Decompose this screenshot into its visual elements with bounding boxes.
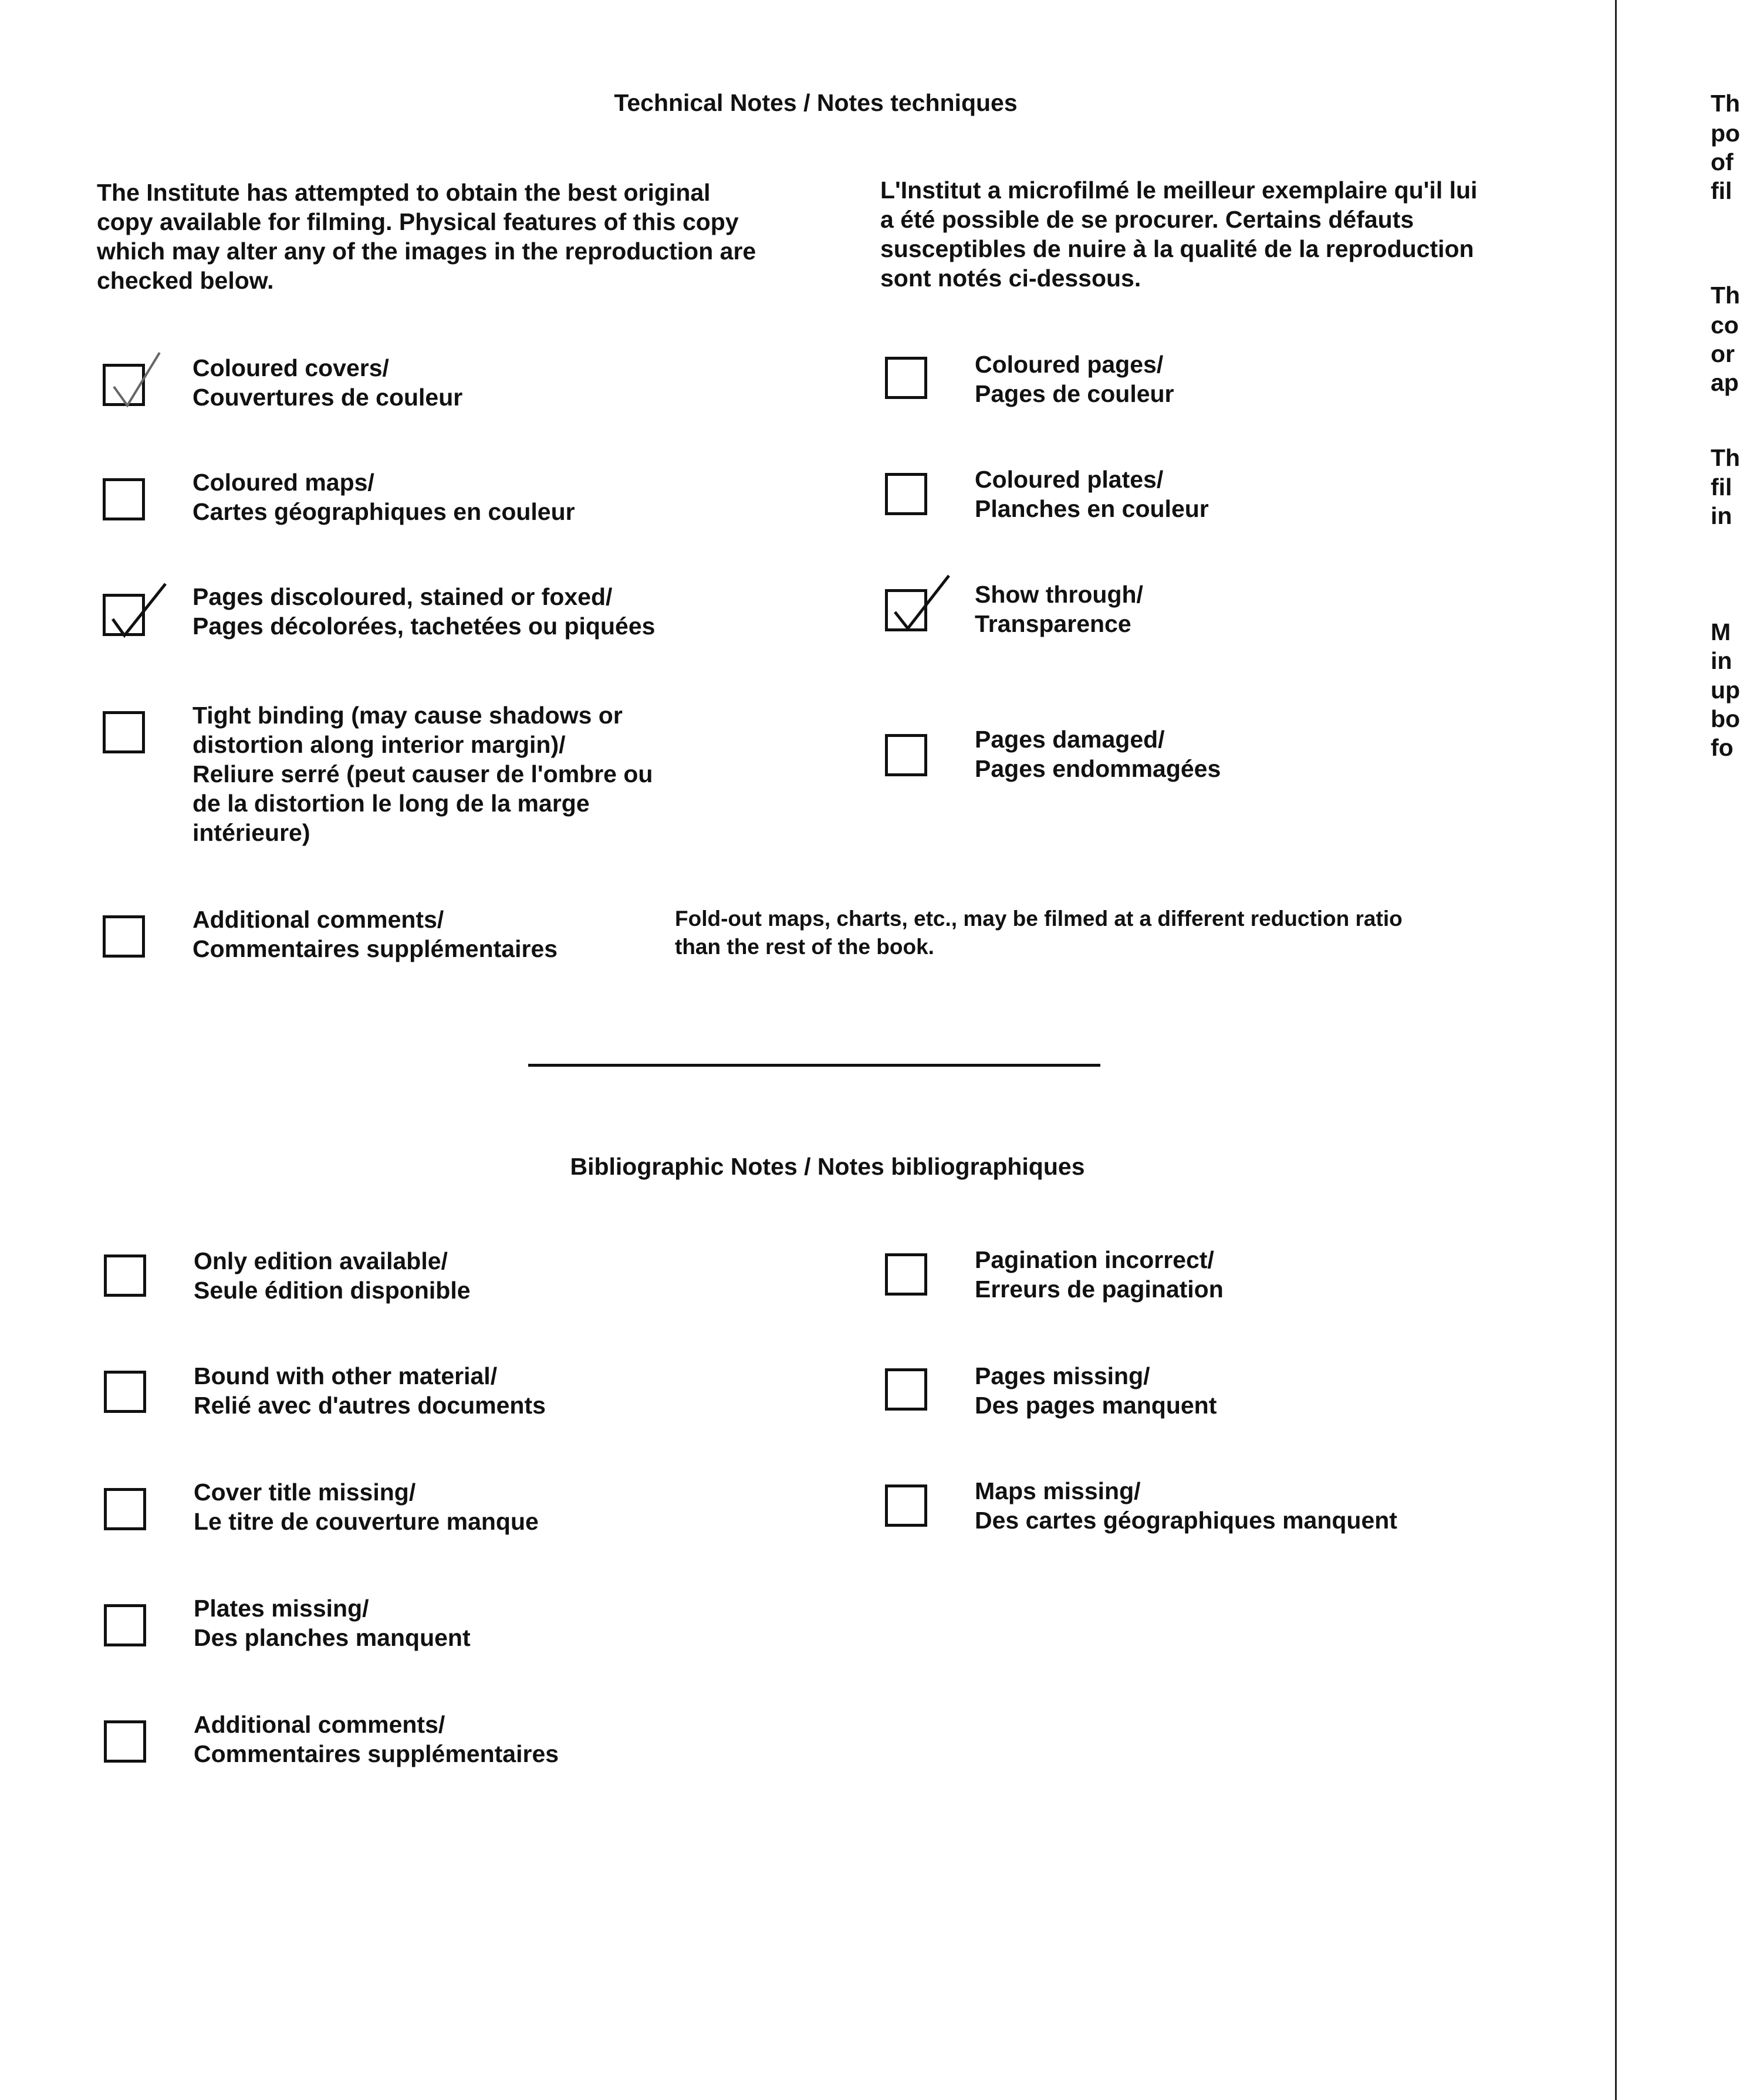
label-line: Bound with other material/ (194, 1362, 498, 1389)
label-line: Des planches manquent (194, 1624, 471, 1651)
edge-fragment: fil (1711, 474, 1732, 501)
checkbox-label (975, 350, 1174, 408)
checkbox[interactable] (885, 1253, 927, 1296)
checkbox[interactable] (103, 711, 145, 753)
label-line: Des pages manquent (975, 1392, 1217, 1419)
edge-fragment: fo (1711, 734, 1734, 761)
label-line: Coloured plates/ (975, 466, 1164, 493)
intro-french: L'Institut a microfilmé le meilleur exemplaire qu'il lui a été possible de se procurer. Certains défauts susceptibles de nuire à la qualité de la reproduction sont notés ci-dessous. (880, 177, 1478, 292)
label-line: Relié avec d'autres documents (194, 1392, 546, 1419)
label-line: Des cartes géographiques manquent (975, 1507, 1397, 1534)
edge-fragment: fil (1711, 177, 1732, 204)
label-line: Pages damaged/ (975, 726, 1165, 753)
edge-fragment: M (1711, 618, 1731, 645)
label-line: de la distortion le long de la marge (192, 790, 590, 817)
checkbox-label (192, 905, 558, 963)
checkbox-label (975, 725, 1221, 783)
checkbox-label (194, 1361, 546, 1420)
checkbox[interactable] (104, 1488, 146, 1530)
edge-fragment: in (1711, 502, 1732, 529)
checkbox-label (975, 1245, 1224, 1304)
label-line: Couvertures de couleur (192, 384, 463, 411)
checkmark-icon (101, 577, 171, 647)
label-line: Pagination incorrect/ (975, 1246, 1214, 1273)
checkbox[interactable] (104, 1254, 146, 1297)
label-line: Cover title missing/ (194, 1479, 416, 1506)
edge-fragment: Th (1711, 90, 1740, 117)
checkmark-icon (883, 572, 954, 642)
label-line: Planches en couleur (975, 495, 1209, 522)
checkbox[interactable] (885, 473, 927, 515)
label-line: Pages missing/ (975, 1362, 1150, 1389)
adjacent-page-edge (1615, 0, 1617, 2100)
label-line: Only edition available/ (194, 1247, 448, 1274)
label-line: Pages discoloured, stained or foxed/ (192, 583, 613, 610)
checkbox-label (194, 1477, 539, 1536)
checkbox[interactable] (103, 594, 145, 636)
additional-comments-note (675, 905, 1403, 961)
label-line: Le titre de couverture manque (194, 1508, 539, 1535)
label-line: Show through/ (975, 581, 1143, 608)
label-line: Cartes géographiques en couleur (192, 498, 575, 525)
checkbox-label (975, 465, 1209, 523)
checkbox[interactable] (103, 915, 145, 958)
checkbox[interactable] (885, 734, 927, 776)
edge-fragment: of (1711, 148, 1734, 175)
checkbox-label (194, 1594, 471, 1652)
edge-fragment: bo (1711, 705, 1740, 732)
label-line: Maps missing/ (975, 1477, 1141, 1504)
technical-notes-title: Technical Notes / Notes techniques (614, 89, 1018, 116)
checkbox-label (975, 1361, 1217, 1420)
label-line: Commentaires supplémentaires (192, 935, 558, 962)
edge-fragment: ap (1711, 369, 1739, 396)
edge-fragment: Th (1711, 282, 1740, 309)
checkbox[interactable] (885, 1368, 927, 1411)
checkbox[interactable] (103, 364, 145, 406)
edge-fragment: or (1711, 340, 1735, 367)
checkmark-icon (101, 347, 171, 417)
note-line: Fold-out maps, charts, etc., may be filmed at a different reduction ratio (675, 907, 1403, 931)
checkbox[interactable] (885, 589, 927, 631)
label-line: Erreurs de pagination (975, 1276, 1224, 1303)
checkbox-label (192, 468, 575, 526)
edge-fragment: Th (1711, 444, 1740, 471)
label-line: Seule édition disponible (194, 1277, 471, 1304)
intro-english: The Institute has attempted to obtain the best original copy available for filming. Physical features of this copy which may alter any of the images in the reproduction are checked below. (97, 179, 756, 294)
label-line: Pages de couleur (975, 380, 1174, 407)
label-line: intérieure) (192, 819, 310, 846)
label-line: Commentaires supplémentaires (194, 1740, 559, 1767)
checkbox-label (192, 701, 653, 847)
label-line: Tight binding (may cause shadows or (192, 702, 623, 729)
checkbox[interactable] (103, 478, 145, 520)
checkbox[interactable] (104, 1604, 146, 1646)
label-line: Transparence (975, 610, 1131, 637)
checkbox-label (975, 580, 1143, 638)
checkbox-label (192, 582, 655, 641)
edge-fragment: in (1711, 647, 1732, 674)
checkbox-label (975, 1476, 1397, 1535)
section-divider (528, 1064, 1100, 1067)
label-line: Coloured maps/ (192, 469, 374, 496)
label-line: Coloured pages/ (975, 351, 1164, 378)
checkbox[interactable] (104, 1720, 146, 1763)
checkbox[interactable] (885, 357, 927, 399)
label-line: Additional comments/ (194, 1711, 445, 1738)
edge-fragment: po (1711, 120, 1740, 147)
label-line: Reliure serré (peut causer de l'ombre ou (192, 760, 653, 787)
note-line: than the rest of the book. (675, 935, 934, 959)
label-line: Coloured covers/ (192, 354, 389, 381)
checkbox-label (192, 353, 462, 412)
label-line: Additional comments/ (192, 906, 444, 933)
checkbox-label (194, 1710, 559, 1768)
label-line: Pages endommagées (975, 755, 1221, 782)
edge-fragment: up (1711, 677, 1740, 704)
checkbox-label (194, 1246, 471, 1305)
label-line: Plates missing/ (194, 1595, 369, 1622)
label-line: distortion along interior margin)/ (192, 731, 566, 758)
bibliographic-notes-title: Bibliographic Notes / Notes bibliographiques (570, 1153, 1085, 1180)
checkbox[interactable] (104, 1371, 146, 1413)
edge-fragment: co (1711, 312, 1739, 339)
label-line: Pages décolorées, tachetées ou piquées (192, 613, 656, 640)
checkbox[interactable] (885, 1484, 927, 1527)
